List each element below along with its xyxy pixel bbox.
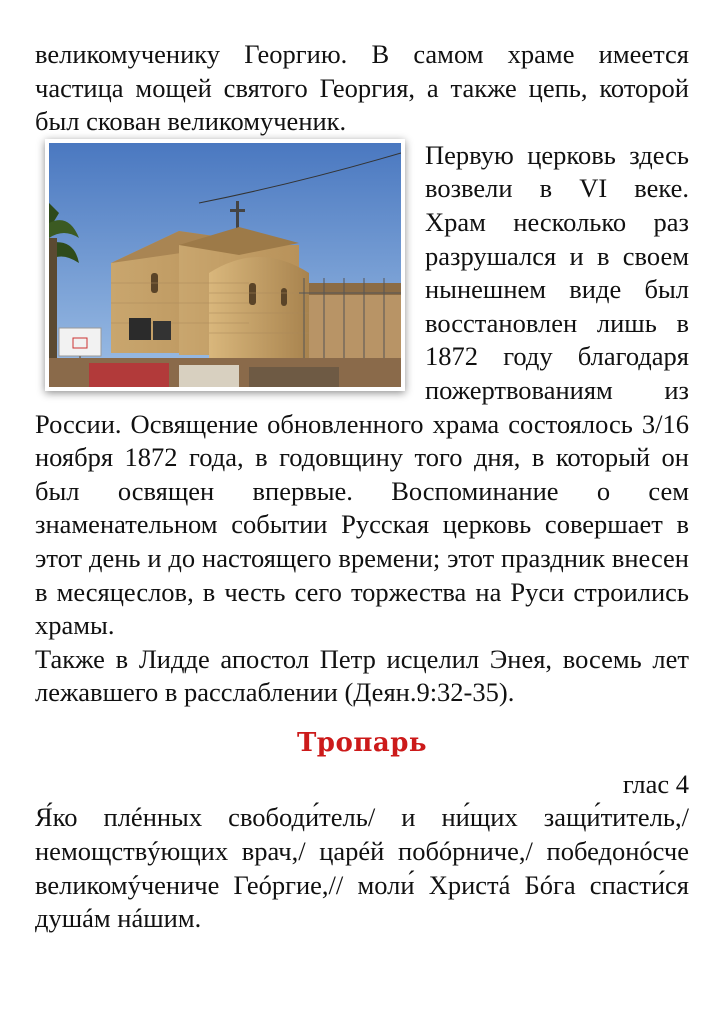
troparion-tone: глас 4 xyxy=(622,768,689,799)
paragraph-intro: великомученику Георгию. В самом храме имеется частица мощей святого Георгия, а также цепь, которой был скован великомученик. xyxy=(35,39,689,137)
troparion-heading: Тропарь xyxy=(296,727,428,758)
paragraph-history: Первую церковь здесь возвели в VI веке. Храм несколько раз разрушался и в своем нынешнем виде был восстановлен лишь в 1872 году благодаря пожертвованиям из России. Освящение обновленного храма состоялось 3/16 ноября 1872 года, в годовщину того дня, в который он был освящен впервые. Воспоминание о сем знаменательном событии Русская церковь совершает в этот день и до настоящего времени; этот праздник внесен в месяцеслов, в честь сего торжества на Руси строились храмы. xyxy=(35,139,689,641)
document-page xyxy=(35,38,689,936)
paragraph-healing: Также в Лидде апостол Петр исцелил Энея, восемь лет лежавшего в расслаблении (Деян.9:32-35). xyxy=(35,643,689,708)
church-photo-image xyxy=(49,143,401,387)
troparion-text: Я́ко плéнных свободи́тель/ и ни́щих защи́титель,/ немощствýющих врач,/ царéй побóрниче,/ победонóсче великомýчениче Геóргие,// моли́ Христá Бóга спасти́ся душáм нáшим. xyxy=(35,802,689,934)
church-photo xyxy=(45,139,405,391)
